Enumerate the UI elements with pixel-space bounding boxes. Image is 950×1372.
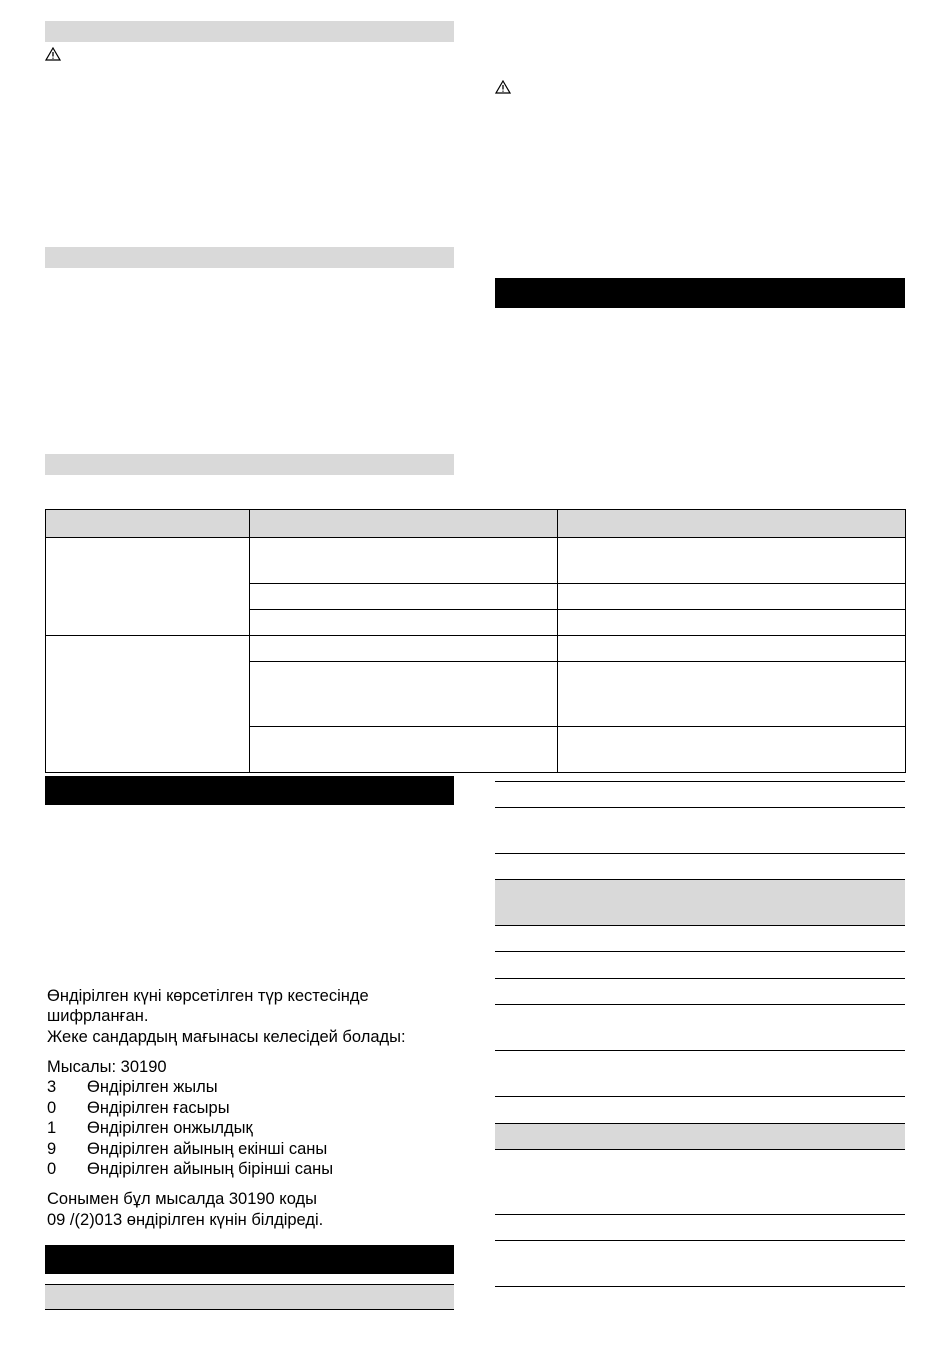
table-cell — [558, 636, 906, 662]
table-rule — [495, 1214, 905, 1215]
date-code-row — [47, 1098, 230, 1119]
table-cell — [250, 636, 558, 662]
table-cell — [558, 584, 906, 610]
date-code-intro-line: Өндірілген күні көрсетілген түр кестесінде — [47, 987, 369, 1005]
table-header-cell — [250, 510, 558, 538]
date-code-meaning: Өндірілген онжылдық — [87, 1119, 253, 1137]
section-header-bar — [45, 454, 454, 475]
date-code-digit: 9 — [47, 1140, 57, 1158]
date-code-row — [47, 1077, 218, 1098]
table-rule — [495, 1050, 905, 1051]
table-rule — [495, 781, 905, 782]
date-code-intro-line: Жеке сандардың мағынасы келесідей болады: — [47, 1028, 406, 1046]
warning-triangle-icon — [45, 47, 61, 61]
table-cell — [558, 727, 906, 773]
date-code-digit: 1 — [47, 1119, 57, 1137]
table-rule — [495, 1149, 905, 1150]
date-code-digit: 0 — [47, 1099, 57, 1117]
table-header-row — [45, 1285, 454, 1309]
table-rule — [495, 1240, 905, 1241]
table-cell — [250, 727, 558, 773]
table-cell — [558, 662, 906, 727]
troubleshooting-table — [45, 509, 906, 773]
section-header-black — [495, 278, 905, 308]
date-code-intro-line: шифрланған. — [47, 1007, 149, 1025]
table-cell — [46, 538, 250, 636]
table-cell — [46, 636, 250, 773]
table-rule — [495, 925, 905, 926]
table-cell — [558, 538, 906, 584]
table-rule — [495, 978, 905, 979]
table-group-row — [495, 1124, 905, 1149]
table-rule — [495, 1004, 905, 1005]
date-code-meaning: Өндірілген айының бірінші саны — [87, 1160, 334, 1178]
table-rule — [495, 807, 905, 808]
date-code-digit: 0 — [47, 1160, 57, 1178]
table-rule — [45, 1309, 454, 1310]
section-header-black — [45, 1245, 454, 1274]
table-rule — [495, 1096, 905, 1097]
table-cell — [250, 662, 558, 727]
date-code-digit: 3 — [47, 1078, 57, 1096]
table-rule — [495, 1286, 905, 1287]
table-cell — [250, 584, 558, 610]
date-code-conclusion-line: 09 /(2)013 өндірілген күнін білдіреді. — [47, 1211, 324, 1229]
table-rule — [495, 853, 905, 854]
date-code-conclusion-line: Сонымен бұл мысалда 30190 коды — [47, 1190, 318, 1208]
table-cell — [250, 610, 558, 636]
table-group-row — [495, 880, 905, 925]
section-header-bar — [45, 21, 454, 42]
date-code-row — [47, 1118, 253, 1139]
date-code-row — [47, 1139, 327, 1160]
table-header-cell — [558, 510, 906, 538]
table-header-cell — [46, 510, 250, 538]
date-code-meaning: Өндірілген ғасыры — [87, 1099, 230, 1117]
table-cell — [250, 538, 558, 584]
table-rule — [495, 951, 905, 952]
date-code-row — [47, 1159, 333, 1180]
table-cell — [558, 610, 906, 636]
date-code-meaning: Өндірілген жылы — [87, 1078, 218, 1096]
date-code-meaning: Өндірілген айының екінші саны — [87, 1140, 328, 1158]
section-header-bar — [45, 247, 454, 268]
warning-triangle-icon — [495, 80, 511, 94]
section-header-black — [45, 776, 454, 805]
date-code-example: Мысалы: 30190 — [47, 1058, 167, 1076]
